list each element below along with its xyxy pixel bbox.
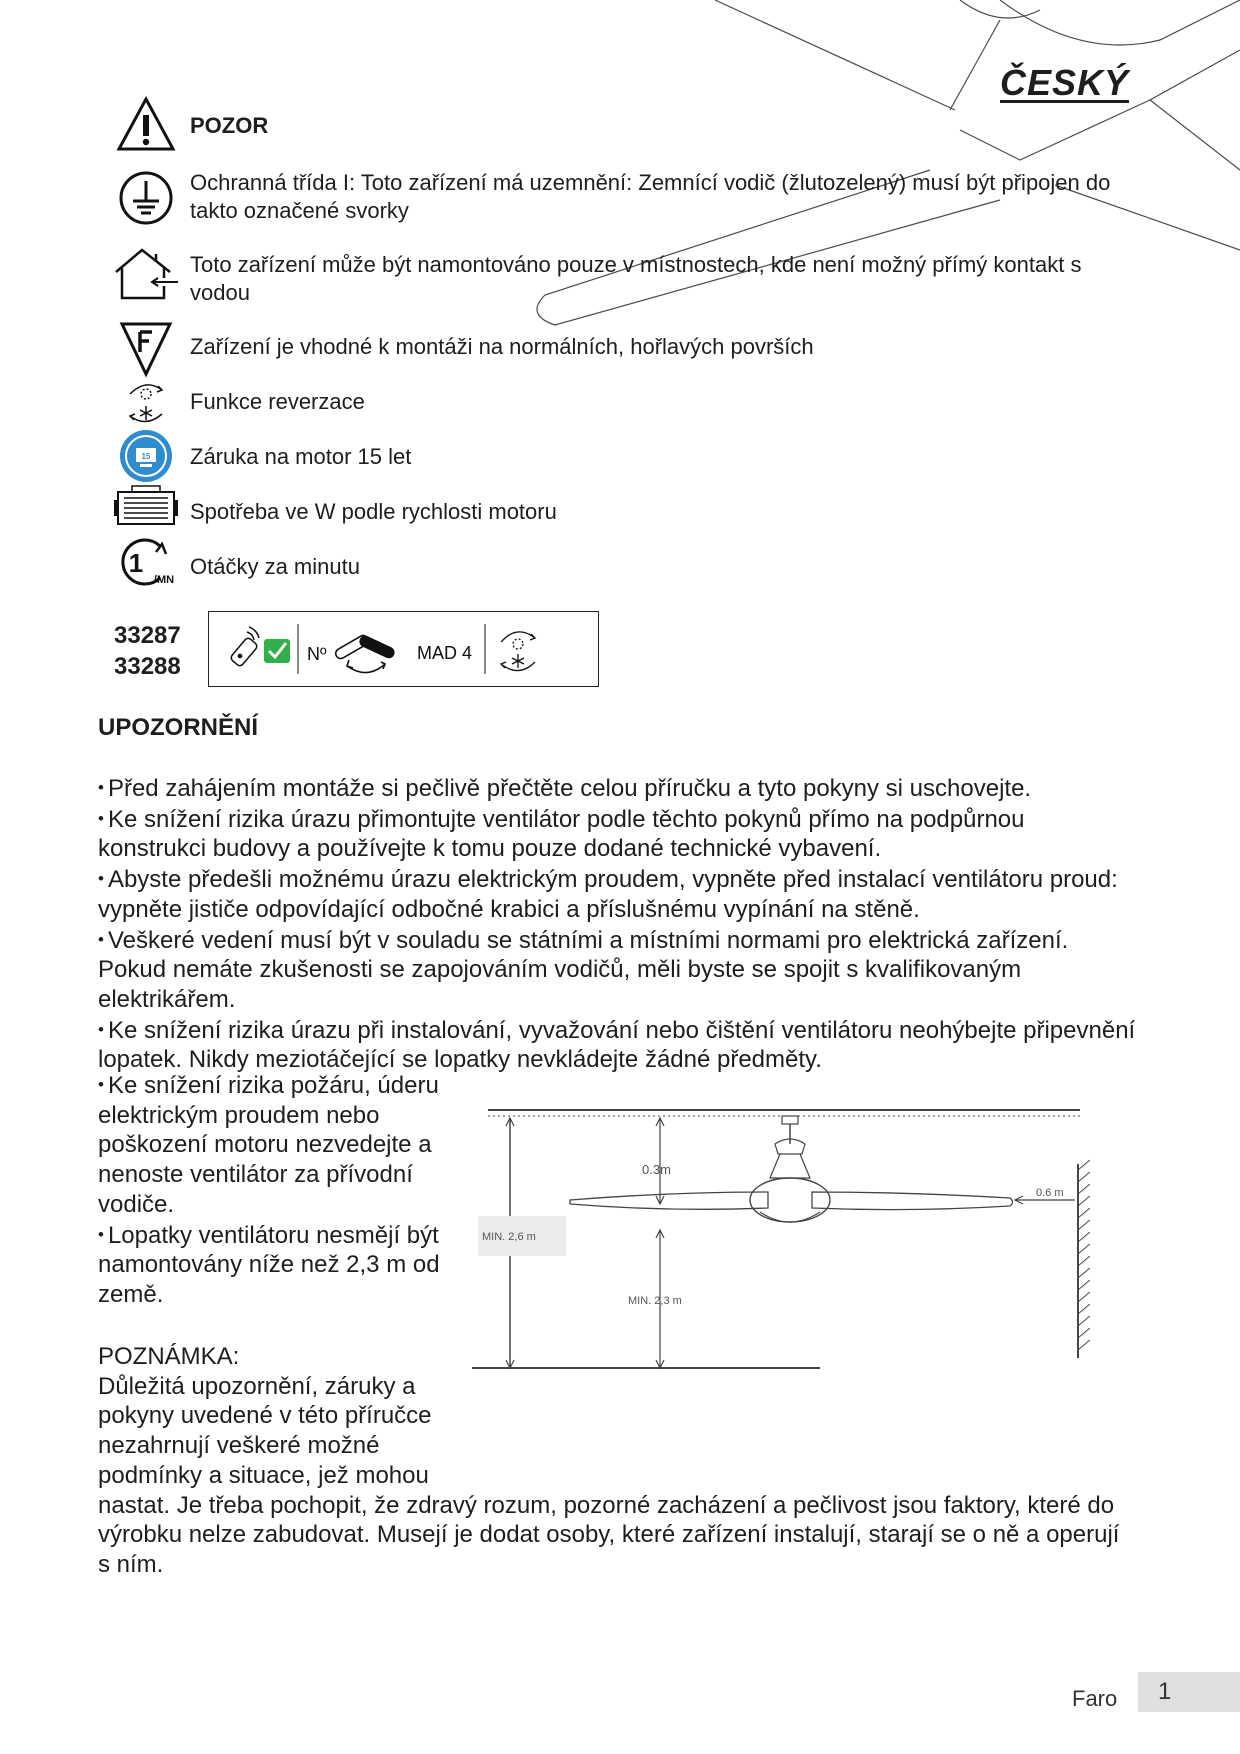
symbol-text-power: Spotřeba ve W podle rychlosti motoru <box>190 499 557 524</box>
warning-item: • Veškeré vedení musí být v souladu se státními a místními normami pro elektrická zařízení. Pokud nemáte zkušenosti se zapojováním vodičů, měli byste se spojit s kvalifikovaným elektrikářem. <box>98 926 1069 1013</box>
model-numbers <box>114 620 181 682</box>
reverse-function-icon <box>116 372 176 432</box>
check-icon <box>264 639 290 663</box>
blades-label: Nº <box>307 644 327 664</box>
symbol-text-indoor: Toto zařízení může být namontováno pouze v místnostech, kde není možný přímý kontakt s vodou <box>190 252 1082 305</box>
note-block <box>98 1342 1138 1580</box>
symbol-text-earth: Ochranná třída I: Toto zařízení má uzemnění: Zemnící vodič (žlutozelený) musí být připojen do takto označené svorky <box>190 170 1111 223</box>
motor-power-icon <box>112 478 180 538</box>
note-line: pokyny uvedené v této příručce <box>98 1402 432 1430</box>
installation-clearance-diagram <box>470 1100 1090 1380</box>
model-number: 33287 <box>114 622 181 649</box>
symbol-text-surface: Zařízení je vhodné k montáži na normálních, hořlavých površích <box>190 334 814 359</box>
fan-blades-icon <box>334 634 396 673</box>
footer-product-name: Faro <box>1072 1686 1118 1711</box>
warning-item: • Lopatky ventilátoru nesmějí být namontovány níže než 2,3 m od země. <box>98 1221 440 1308</box>
rpm-icon <box>114 532 180 592</box>
f-mark-icon <box>116 318 176 378</box>
page-number: 1 <box>1138 1672 1240 1712</box>
warning-triangle-icon <box>116 95 176 155</box>
note-text: nastat. Je třeba pochopit, že zdravý rozum, pozorné zacházení a pečlivost jsou faktory, které do výrobku nelze zabudovat. Musejí je dodat osoby, které zařízení instalují, starají se o ně a operují s ním. <box>98 1491 1120 1578</box>
note-title: POZNÁMKA: <box>98 1343 240 1370</box>
motor-warranty-icon <box>116 426 176 486</box>
diagram-min-total: MIN. 2,6 m <box>482 1231 536 1243</box>
blade-material: MAD 4 <box>417 643 473 663</box>
diagram-wall-gap: 0.6 m <box>1036 1187 1064 1199</box>
symbol-text-rpm: Otáčky za minutu <box>190 554 360 579</box>
spec-box <box>208 611 599 687</box>
svg-text:1: 1 <box>128 548 144 578</box>
warning-item: • Abyste předešli možnému úrazu elektrickým proudem, vypněte před instalací ventilátoru proud: vypněte jističe odpovídající odbočné krabici a příslušnému vypínání na stěně. <box>98 866 1118 923</box>
symbol-text-warranty: Záruka na motor 15 let <box>190 444 412 469</box>
symbol-text-reverse: Funkce reverzace <box>190 389 365 414</box>
warnings-list <box>98 773 1138 1075</box>
diagram-min-floor: MIN. 2,3 m <box>628 1295 682 1307</box>
note-line: nezahrnují veškeré možné <box>98 1432 380 1460</box>
warnings-heading: UPOZORNĚNÍ <box>98 714 259 741</box>
warning-item: • Ke snížení rizika úrazu přimontujte ventilátor podle těchto pokynů přímo na podpůrnou konstrukci budovy a používejte k tomu pouze dodané technické vybavení. <box>98 805 1025 863</box>
warning-item: • Ke snížení rizika úrazu při instalování, vyvažování nebo čištění ventilátoru neohýbejte připevnění lopatek. Nikdy meziotáčející se lopatky nevkládejte žádné předměty. <box>98 1016 1136 1074</box>
model-number: 33288 <box>114 653 181 680</box>
remote-control-icon <box>230 627 259 667</box>
diagram-ceiling-gap: 0.3m <box>642 1162 671 1177</box>
indoor-house-icon <box>112 244 180 304</box>
language-title: ČESKÝ <box>1000 62 1130 103</box>
svg-text:15: 15 <box>141 452 151 461</box>
symbol-text-pozor: POZOR <box>190 113 269 138</box>
note-line: Důležitá upozornění, záruky a <box>98 1372 416 1400</box>
svg-text:/MN: /MN <box>153 574 175 586</box>
note-line: podmínky a situace, jež mohou <box>98 1461 429 1489</box>
reverse-function-icon <box>501 632 535 671</box>
warning-item: • Před zahájením montáže si pečlivě přečtěte celou příručku a tyto pokyny si uschovejte. <box>98 775 1032 802</box>
warning-item: • Ke snížení rizika požáru, úderu elektrickým proudem nebo poškození motoru nezvedejte a nenoste ventilátor za přívodní vodiče. <box>98 1072 439 1218</box>
protective-earth-icon <box>116 168 176 228</box>
warnings-list-side <box>98 1070 468 1310</box>
